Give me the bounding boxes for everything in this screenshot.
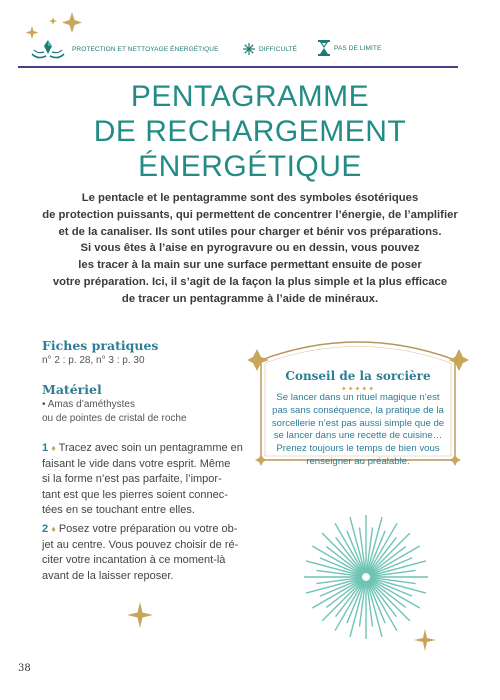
page-header [0, 0, 500, 68]
advice-line: sorcellerie n’est pas aussi simple que de [271, 417, 445, 429]
header-duration-label: PAS DE LIMITE [334, 44, 382, 52]
intro-line: votre préparation. Ici, il s’agit de la façon la plus simple et la plus efficace [52, 275, 448, 288]
advice-line: Prenez toujours le temps de bien vous [276, 443, 440, 455]
materiel-heading: Matériel [42, 382, 102, 397]
starburst-ray [368, 580, 396, 616]
witch-advice-box [247, 336, 469, 472]
step-2 [42, 522, 277, 584]
step-number: 2 [42, 523, 49, 535]
intro-paragraph [30, 190, 470, 308]
sparkle-icon [414, 629, 436, 651]
starburst-ray [326, 579, 362, 607]
advice-line: se lancer dans une recette de cuisine… [273, 430, 443, 442]
starburst-ray [336, 580, 364, 616]
fiches-heading: Fiches pratiques [42, 338, 159, 353]
hands-crystal-icon [28, 36, 68, 62]
step-text: tant est que les pierres soient connec- [42, 488, 228, 501]
advice-line: pas sans conséquence, la pratique de la [272, 404, 444, 416]
hourglass-icon [318, 40, 330, 56]
page-title [50, 79, 450, 184]
sparkle-decoration-bottom [125, 600, 155, 630]
advice-stars: ✦✦✦✦✦ [340, 386, 376, 393]
advice-line: Se lancer dans un rituel magique n’est [276, 392, 440, 403]
step-1 [42, 441, 277, 519]
starburst-ray [326, 547, 362, 575]
intro-line: et de la canaliser. Ils sont utiles pour charger et bénir vos préparations. [58, 225, 442, 238]
header-divider [18, 66, 458, 68]
step-text: Tracez avec soin un pentagramme en [58, 442, 243, 454]
step-text: Posez votre préparation ou votre ob- [58, 523, 238, 535]
step-number: 1 [42, 442, 49, 454]
materiel-item: • Amas d’améthystes [42, 399, 135, 410]
header-difficulty [243, 43, 297, 55]
intro-line: les tracer à la main sur une surface permettant ensuite de poser [78, 259, 422, 272]
starburst-ray [369, 547, 405, 575]
starburst-ray [369, 579, 405, 607]
star-burst-icon [243, 43, 255, 55]
fiches-references: n° 2 : p. 28, n° 3 : p. 30 [42, 355, 145, 366]
step-text: citer votre incantation à ce moment-là [42, 554, 226, 566]
diamond-icon: ♦ [51, 443, 56, 453]
header-category [28, 36, 219, 62]
page-number: 38 [18, 663, 31, 674]
title-line: PENTAGRAMME [130, 80, 370, 113]
step-text: avant de la laisser reposer. [42, 569, 174, 582]
step-text: faisant le vide dans votre esprit. Même [42, 457, 231, 470]
step-text: si la forme n’est pas parfaite, l’impor- [42, 473, 222, 485]
intro-line: de protection puissants, qui permettent de concentrer l’énergie, de l’amplifier [42, 208, 458, 221]
starburst-illustration [301, 512, 431, 642]
sparkle-decoration-bottom-right [413, 628, 437, 652]
header-difficulty-label: DIFFICULTÉ [259, 45, 298, 53]
starburst-ray [368, 537, 396, 573]
title-line: ÉNERGÉTIQUE [138, 150, 362, 183]
intro-line: Le pentacle et le pentagramme sont des symboles ésotériques [81, 192, 419, 204]
diamond-icon: ♦ [51, 524, 56, 534]
sparkle-icon [127, 602, 153, 628]
step-text: jet au centre. Vous pouvez choisir de ré- [42, 538, 239, 551]
step-text: tées en se touchant entre elles. [42, 504, 195, 516]
intro-line: de tracer un pentagramme à l’aide de minéraux. [121, 292, 379, 305]
header-duration [318, 40, 381, 56]
header-category-label: PROTECTION ET NETTOYAGE ÉNERGÉTIQUE [72, 45, 219, 53]
advice-title: Conseil de la sorcière [285, 369, 431, 383]
advice-line: renseigner au préalable. [306, 455, 410, 467]
materiel-item-continued: ou de pointes de cristal de roche [42, 413, 187, 424]
advice-text [252, 392, 464, 469]
left-column [42, 338, 282, 426]
starburst-ray [336, 537, 364, 573]
title-line: DE RECHARGEMENT [93, 115, 407, 148]
intro-line: Si vous êtes à l’aise en pyrogravure ou en dessin, vous pouvez [80, 242, 420, 255]
